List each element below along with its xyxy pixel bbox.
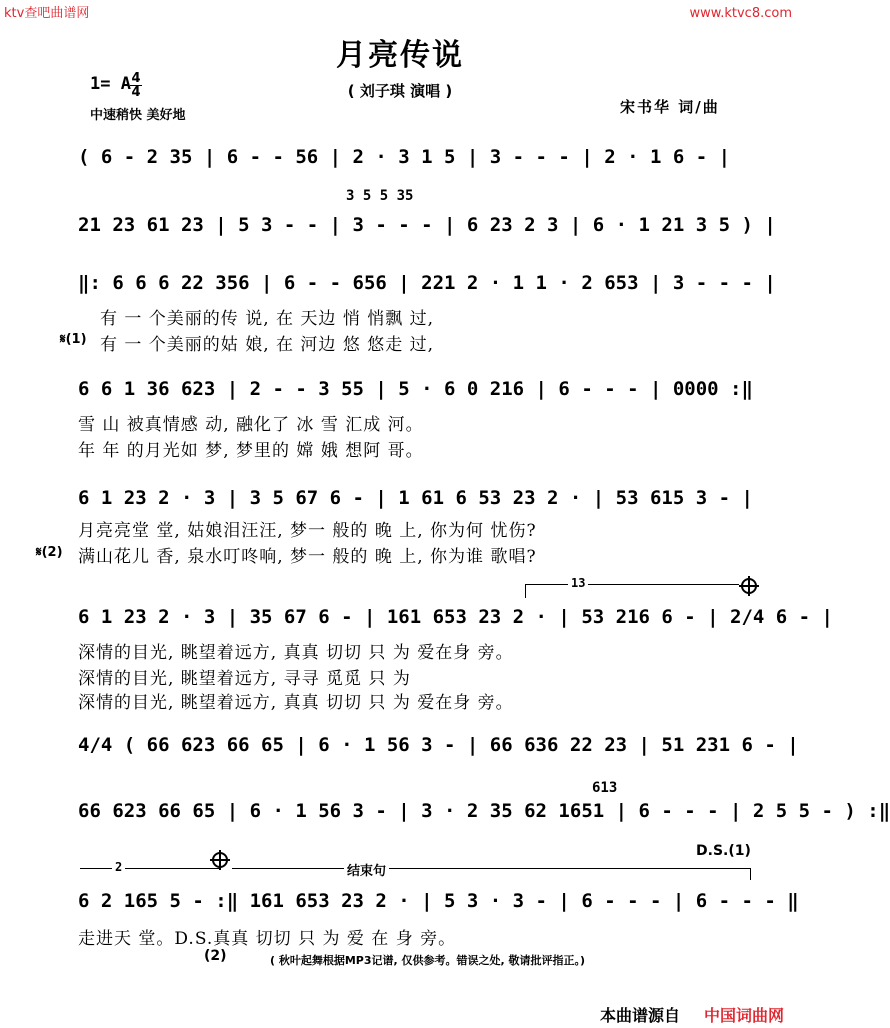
segno-mark-1: 𝄋(1) [60,332,87,347]
ds-mark-2: (2) [204,948,227,964]
lyric-row-6-verse-3: 深情的目光, 眺望着远方, 真真 切切 只 为 爱在身 旁。 [78,693,514,713]
volta-label-13: 13 [568,576,588,590]
lyric-row-6-verse-1: 深情的目光, 眺望着远方, 真真 切切 只 为 爱在身 旁。 [78,643,514,663]
time-signature [130,72,142,99]
lyric-row-6-verse-2: 深情的目光, 眺望着远方, 寻寻 觅觅 只 为 [78,669,411,689]
ending-bracket-edge [750,868,751,880]
watermark-right: www.ktvc8.com [689,6,792,21]
score-row-4: 6 6 1 36 623 | 2 - - 3 55 | 5 · 6 0 216 | 6 - - - | 0000 :‖ [78,378,753,400]
score-row-8-grace: 613 [592,780,618,796]
score-row-2-grace: 3 5 5 35 [346,188,414,204]
lyric-row-3-verse-2: 有 一 个美丽的姑 娘, 在 河边 悠 悠走 过, [100,335,435,355]
coda-icon-2 [212,852,228,868]
lyric-row-9: 走进天 堂。D.S.真真 切切 只 为 爱 在 身 旁。 [78,929,457,949]
score-row-2: 21 23 61 23 | 5 3 - - | 3 - - - | 6 23 2 3 | 6 · 1 21 3 5 ) | [78,214,776,236]
time-sig-bottom: 4 [131,85,141,100]
source-site-link[interactable]: 中国词曲网 [704,1006,785,1025]
time-sig-top: 4 [131,71,141,86]
key-signature: 1= A [90,74,131,94]
footnote: ( 秋叶起舞根据MP3记谱, 仅供参考。错误之处, 敬请批评指正。) [270,954,586,967]
score-row-3: ‖: 6 6 6 22 356 | 6 - - 656 | 221 2 · 1 1 · 2 653 | 3 - - - | [78,272,776,294]
ending-label: 结束句 [344,860,389,879]
coda-icon [741,578,757,594]
lyric-row-3-verse-1: 有 一 个美丽的传 说, 在 天边 悄 悄飘 过, [100,309,435,329]
composer-credit: 宋书华 词/曲 [620,98,720,116]
segno-mark-2: 𝄋(2) [36,545,63,560]
ds-mark-1: D.S.(1) [696,843,751,859]
score-row-1: ( 6 - 2 35 | 6 - - 56 | 2 · 3 1 5 | 3 - - - | 2 · 1 6 - | [78,146,731,168]
watermark-left: ktv查吧曲谱网 [4,6,90,21]
score-row-6: 6 1 23 2 · 3 | 35 67 6 - | 161 653 23 2 · | 53 216 6 - | 2/4 6 - | [78,606,833,628]
source-label: 本曲谱源自 [600,1006,681,1025]
lyric-row-5-verse-2: 满山花儿 香, 泉水叮咚响, 梦一 般的 晚 上, 你为谁 歌唱? [78,547,537,567]
ending-bracket [232,868,750,869]
score-row-9: 6 2 165 5 - :‖ 161 653 23 2 · | 5 3 · 3 - | 6 - - - | 6 - - - ‖ [78,890,799,912]
lyric-row-4-verse-1: 雪 山 被真情感 动, 融化了 冰 雪 汇成 河。 [78,415,424,435]
volta-label-2: 2 [112,860,125,874]
lyric-row-4-verse-2: 年 年 的月光如 梦, 梦里的 嫦 娥 想阿 哥。 [78,441,424,461]
lyric-row-5-verse-1: 月亮亮堂 堂, 姑娘泪汪汪, 梦一 般的 晚 上, 你为何 忧伤? [78,521,537,541]
score-row-7: 4/4 ( 66 623 66 65 | 6 · 1 56 3 - | 66 636 22 23 | 51 231 6 - | [78,734,799,756]
volta-bracket-13 [525,584,739,585]
volta-bracket-13-edge [525,584,526,598]
volta-bracket-2 [80,868,220,869]
score-row-5: 6 1 23 2 · 3 | 3 5 67 6 - | 1 61 6 53 23 2 · | 53 615 3 - | [78,487,753,509]
song-title: 月亮传说 [336,38,464,73]
singer-credit: ( 刘子琪 演唱 ) [347,82,453,100]
tempo-marking: 中速稍快 美好地 [90,108,186,123]
score-row-8: 66 623 66 65 | 6 · 1 56 3 - | 3 · 2 35 62 1651 | 6 - - - | 2 5 5 - ) :‖ [78,800,890,822]
